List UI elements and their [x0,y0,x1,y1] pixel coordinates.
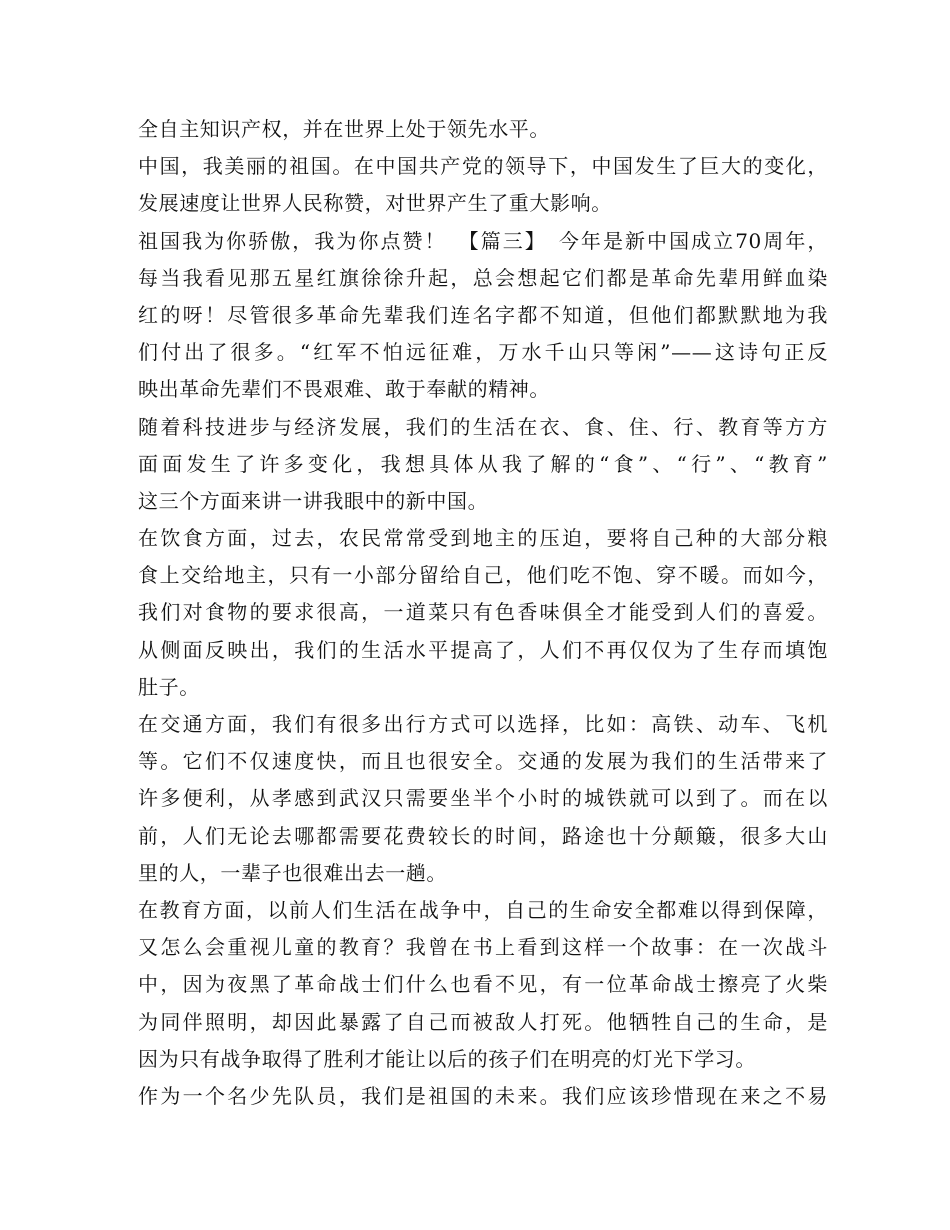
text-line: 许多便利，从孝感到武汉只需要坐半个小时的城铁就可以到了。而在以 [138,786,828,811]
text-line: 肚子。 [138,674,200,699]
text-line: 等。它们不仅速度快，而且也很安全。交通的发展为我们的生活带来了 [138,749,828,774]
text-line: 红的呀！尽管很多革命先辈我们连名字都不知道，但他们都默默地为我 [138,302,828,327]
text-line: 在教育方面，以前人们生活在战争中，自己的生命安全都难以得到保障， [138,897,828,922]
text-line: 祖国我为你骄傲，我为你点赞！ 【篇三】 今年是新中国成立70周年， [138,228,828,253]
text-line: 中国，我美丽的祖国。在中国共产党的领导下，中国发生了巨大的变化， [138,154,828,179]
text-line: 全自主知识产权，并在世界上处于领先水平。 [138,117,550,141]
text-line: 里的人，一辈子也很难出去一趟。 [138,860,447,885]
document-body [138,111,828,1115]
text-line: 作为一个名少先队员，我们是祖国的未来。我们应该珍惜现在来之不易 [138,1083,828,1108]
text-line: 又怎么会重视儿童的教育？我曾在书上看到这样一个故事：在一次战斗 [138,935,828,960]
text-line: 映出革命先辈们不畏艰难、敢于奉献的精神。 [138,377,550,402]
text-line: 每当我看见那五星红旗徐徐升起，总会想起它们都是革命先辈用鲜血染 [138,265,828,290]
text-line: 我们对食物的要求很高，一道菜只有色香味俱全才能受到人们的喜爱。 [138,600,828,625]
text-line: 面面发生了许多变化，我想具体从我了解的“食”、“行”、“教育” [138,451,828,476]
text-line: 从侧面反映出，我们的生活水平提高了，人们不再仅仅为了生存而填饱 [138,637,828,662]
text-line: 们付出了很多。“红军不怕远征难，万水千山只等闲”——这诗句正反 [138,340,828,365]
text-line: 中，因为夜黑了革命战士们什么也看不见，有一位革命战士擦亮了火柴 [138,972,828,997]
text-line: 食上交给地主，只有一小部分留给自己，他们吃不饱、穿不暖。而如今， [138,563,828,588]
text-line: 前，人们无论去哪都需要花费较长的时间，路途也十分颠簸，很多大山 [138,823,828,848]
text-line: 这三个方面来讲一讲我眼中的新中国。 [138,488,489,513]
text-line: 为同伴照明，却因此暴露了自己而被敌人打死。他牺牲自己的生命，是 [138,1009,828,1034]
text-line: 因为只有战争取得了胜利才能让以后的孩子们在明亮的灯光下学习。 [138,1046,756,1071]
text-line: 发展速度让世界人民称赞，对世界产生了重大影响。 [138,191,612,216]
text-line: 在饮食方面，过去，农民常常受到地主的压迫，要将自己种的大部分粮 [138,526,828,551]
text-line: 随着科技进步与经济发展，我们的生活在衣、食、住、行、教育等方方 [138,414,828,439]
text-line: 在交通方面，我们有很多出行方式可以选择，比如：高铁、动车、飞机 [138,712,828,736]
